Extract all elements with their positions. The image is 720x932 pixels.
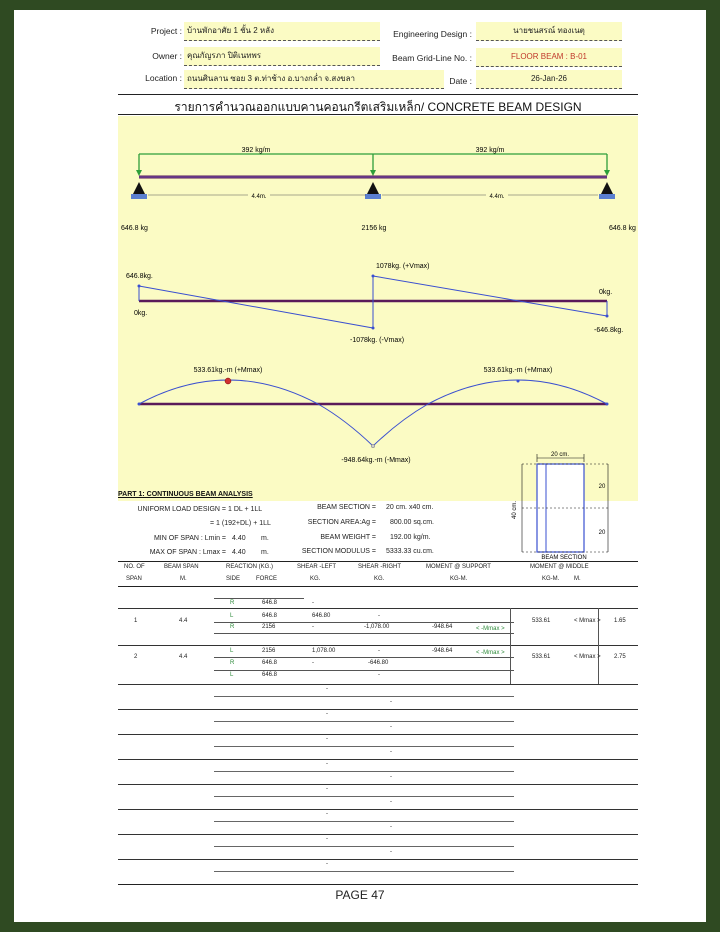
cell-dash: - — [326, 761, 328, 767]
cell-dash: - — [326, 861, 328, 867]
cell-side: L — [230, 648, 234, 654]
area-label: SECTION AREA:Ag = — [307, 519, 376, 526]
cell-tag-middle: < Mmax > — [574, 618, 601, 624]
th-kgm-support: KG-M. — [450, 576, 468, 582]
cell-dash: - — [378, 648, 380, 654]
uniform-value2: = 1 (192+DL) + 1LL — [210, 520, 271, 527]
project-value: บ้านพักอาศัย 1 ชั้น 2 หลัง — [184, 22, 380, 41]
table-top-rule — [118, 561, 638, 562]
row-rule — [118, 608, 638, 609]
cell-dash: - — [390, 848, 392, 855]
shear-neg-vmax: -1078kg. (-Vmax) — [350, 337, 405, 344]
cell-moment-middle: 533.61 — [532, 654, 551, 660]
row-rule — [214, 846, 514, 847]
th-moment-middle: MOMENT @ MIDDLE — [530, 564, 589, 570]
row-rule — [214, 771, 514, 772]
section-caption: BEAM SECTION — [541, 555, 587, 560]
min-span-label: MIN OF SPAN : Lmin = — [153, 535, 226, 542]
th-kg-left: KG. — [310, 576, 321, 582]
cell-side: R — [230, 660, 235, 666]
cell-dash: - — [326, 811, 328, 817]
th-m: M. — [180, 576, 187, 582]
max-span-unit: m. — [261, 549, 269, 556]
section-height-label: 40 cm. — [512, 500, 518, 520]
max-span-value: 4.40 — [232, 549, 246, 556]
span-label-right: 4.4m. — [489, 194, 505, 200]
table-bottom-rule — [118, 884, 638, 885]
beam-diagrams — [118, 116, 638, 501]
cell-shear-right: -646.80 — [368, 660, 389, 666]
load-label-right: 392 kg/m — [475, 147, 505, 154]
load-label-left: 392 kg/m — [241, 147, 271, 154]
section-half-top: 20 — [598, 484, 606, 490]
shear-left-value: 646.8kg. — [126, 273, 153, 280]
th-shear-left: SHEAR -LEFT — [297, 564, 337, 570]
col-rule — [510, 608, 511, 684]
location-value: ถนนศินลาน ซอย 3 ต.ท่าช้าง อ.บางกล่ำ จ.สงขลา — [184, 70, 444, 89]
moment-neg-max: -948.64kg.-m (-Mmax) — [341, 457, 411, 464]
row-rule — [118, 834, 638, 835]
th-shear-right: SHEAR -RIGHT — [358, 564, 402, 570]
table-header-rule — [118, 586, 638, 587]
cell-tag-support: < -Mmax > — [476, 626, 505, 632]
cell-side: L — [230, 672, 234, 678]
weight-label: BEAM WEIGHT = — [320, 534, 376, 541]
row-rule — [118, 709, 638, 710]
grid-label: Beam Grid-Line No. : — [392, 53, 472, 63]
th-side: SIDE — [226, 576, 241, 582]
row-rule — [214, 821, 514, 822]
title-rule — [118, 114, 638, 115]
th-force: FORCE — [256, 576, 277, 582]
date-label: Date : — [449, 76, 472, 86]
th-reaction: REACTION (KG.) — [226, 564, 274, 570]
cell-x: 2.75 — [614, 654, 626, 660]
cell-moment-middle: 533.61 — [532, 618, 551, 624]
cell-dash: - — [390, 823, 392, 830]
cell-force: 2156 — [262, 624, 276, 630]
document-page — [14, 10, 706, 922]
span-label-left: 4.4m. — [251, 194, 267, 200]
date-value: 26-Jan-26 — [476, 70, 622, 89]
reaction-mid: 2156 kg — [361, 225, 387, 232]
cell-dash: - — [312, 600, 314, 606]
cell-shear-left: 646.80 — [312, 613, 331, 619]
support-right — [599, 182, 615, 199]
row-rule — [214, 633, 514, 634]
th-m-middle: M. — [574, 576, 581, 582]
row-rule — [214, 598, 304, 599]
section-width-label: 20 cm. — [550, 452, 570, 458]
cell-dash: - — [378, 672, 380, 678]
area-value: 800.00 sq.cm. — [390, 519, 434, 526]
row-rule — [118, 784, 638, 785]
page-number: PAGE 47 — [335, 888, 385, 902]
cell-side: L — [230, 613, 234, 619]
cell-side: R — [230, 600, 235, 606]
project-label: Project : — [150, 26, 182, 36]
row-rule — [214, 622, 514, 623]
shear-right-bottom: -646.8kg. — [594, 327, 624, 334]
th-kgm-middle: KG-M. — [542, 576, 560, 582]
part1-heading: PART 1: CONTINUOUS BEAM ANALYSIS — [118, 491, 253, 498]
cell-dash: - — [312, 624, 314, 630]
cell-shear-left: 1,078.00 — [312, 648, 336, 654]
min-span-unit: m. — [261, 535, 269, 542]
uniform-value1: 1 DL + 1LL — [228, 506, 263, 513]
weight-value: 192.00 kg/m. — [390, 534, 431, 541]
cell-tag-middle: < Mmax > — [574, 654, 601, 660]
uniform-label: UNIFORM LOAD DESIGN = — [137, 506, 226, 513]
cell-dash: - — [312, 660, 314, 666]
shear-left-zero: 0kg. — [134, 310, 148, 317]
reaction-right: 646.8 kg — [609, 225, 636, 232]
shear-vmax: 1078kg. (+Vmax) — [376, 263, 430, 270]
cell-span-length: 4.4 — [179, 654, 188, 660]
row-rule — [118, 809, 638, 810]
row-rule — [214, 657, 514, 658]
cell-dash: - — [378, 613, 380, 619]
load-diagram — [121, 147, 636, 232]
row-rule — [118, 859, 638, 860]
cell-dash: - — [326, 736, 328, 742]
engineering-label: Engineering Design : — [393, 29, 472, 39]
cell-span-length: 4.4 — [179, 618, 188, 624]
cell-span-no: 2 — [134, 654, 138, 660]
cell-moment-support: -948.64 — [432, 648, 453, 654]
cell-moment-support: -948.64 — [432, 624, 453, 630]
cell-dash: - — [390, 798, 392, 805]
cell-span-no: 1 — [134, 618, 138, 624]
shear-diagram — [126, 263, 623, 344]
engineering-value: นายชนสรณ์ ทองเนตุ — [476, 22, 622, 41]
cell-dash: - — [390, 723, 392, 730]
row-rule — [214, 796, 514, 797]
th-span: SPAN — [126, 576, 142, 582]
cell-force: 2156 — [262, 648, 276, 654]
cell-force: 646.8 — [262, 660, 278, 666]
cell-force: 646.8 — [262, 672, 278, 678]
th-moment-support: MOMENT @ SUPPORT — [426, 564, 491, 570]
cell-side: R — [230, 624, 235, 630]
cell-tag-support: < -Mmax > — [476, 650, 505, 656]
support-mid — [365, 182, 381, 199]
row-rule — [118, 759, 638, 760]
row-rule — [118, 684, 638, 685]
cell-dash: - — [390, 748, 392, 755]
cell-dash: - — [326, 836, 328, 842]
modulus-value: 5333.33 cu.cm. — [386, 548, 434, 555]
cell-dash: - — [326, 786, 328, 792]
row-rule — [214, 746, 514, 747]
location-label: Location : — [145, 73, 182, 83]
owner-label: Owner : — [152, 51, 182, 61]
cell-force: 646.8 — [262, 613, 278, 619]
row-rule — [214, 871, 514, 872]
page-title: รายการคำนวณออกแบบคานคอนกรีตเสริมเหล็ก/ CONCRETE BEAM DESIGN — [174, 100, 582, 114]
row-rule — [214, 670, 514, 671]
owner-value: คุณกัญรภา ปิติเนทพร — [184, 47, 380, 66]
support-left — [131, 182, 147, 199]
th-no-of: NO. OF — [124, 564, 145, 570]
row-rule — [214, 721, 514, 722]
beam-section-drawing — [504, 448, 614, 560]
row-rule — [118, 734, 638, 735]
beam-section-label: BEAM SECTION = — [317, 504, 376, 511]
reaction-left: 646.8 kg — [121, 225, 148, 232]
th-beam-span: BEAM SPAN — [164, 564, 199, 570]
cell-dash: - — [390, 698, 392, 705]
row-rule — [118, 645, 638, 646]
cell-shear-right: -1,078.00 — [364, 624, 390, 630]
header-rule — [118, 94, 638, 95]
cell-dash: - — [326, 686, 328, 692]
modulus-label: SECTION MODULUS = — [301, 548, 376, 555]
beam-section-value: 20 cm. x40 cm. — [386, 504, 434, 511]
max-span-label: MAX OF SPAN : Lmax = — [149, 549, 226, 556]
cell-force: 646.8 — [262, 600, 278, 606]
min-span-value: 4.40 — [232, 535, 246, 542]
th-kg-right: KG. — [374, 576, 385, 582]
moment-left-max: 533.61kg.-m (+Mmax) — [193, 367, 263, 374]
cell-dash: - — [326, 711, 328, 717]
row-rule — [214, 696, 514, 697]
moment-right-max: 533.61kg.-m (+Mmax) — [483, 367, 553, 374]
shear-right-zero: 0kg. — [599, 289, 613, 296]
cell-x: 1.65 — [614, 618, 626, 624]
cell-dash: - — [390, 773, 392, 780]
section-half-bottom: 20 — [598, 530, 606, 536]
grid-value: FLOOR BEAM : B-01 — [476, 48, 622, 67]
